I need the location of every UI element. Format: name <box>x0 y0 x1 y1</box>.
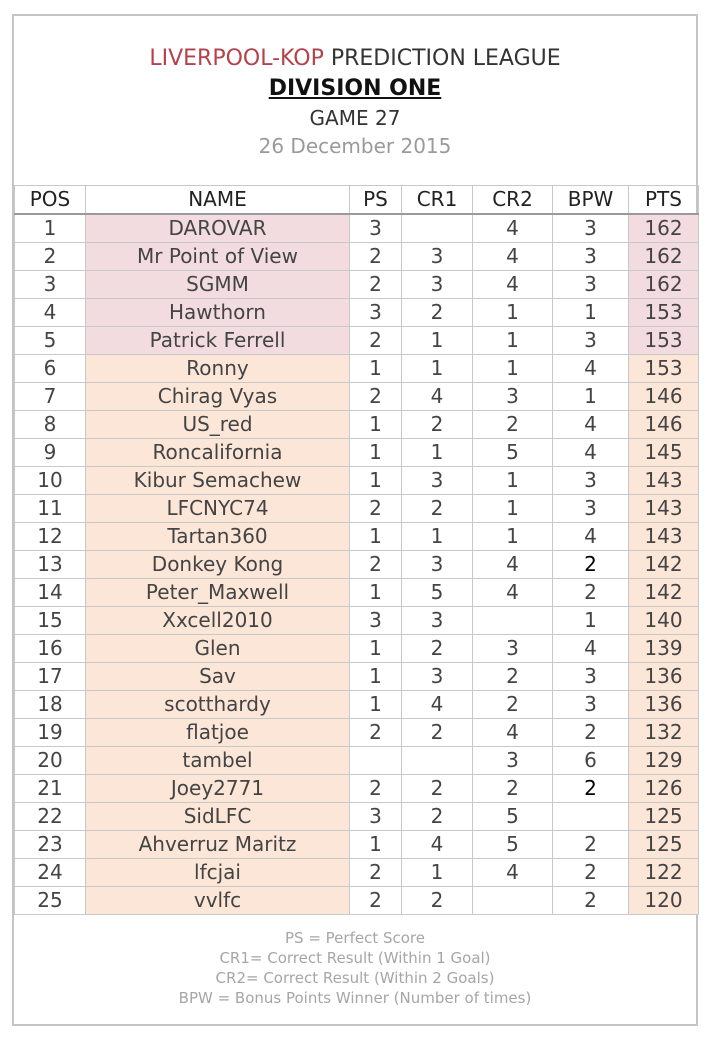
cell-name: Kibur Semachew <box>86 467 350 495</box>
cell-cr1: 5 <box>402 579 473 607</box>
cell-pos: 22 <box>15 803 86 831</box>
cell-pos: 24 <box>15 859 86 887</box>
cell-ps: 1 <box>350 355 402 383</box>
cell-name: Mr Point of View <box>86 243 350 271</box>
game-date: 26 December 2015 <box>258 134 452 158</box>
table-row <box>15 355 699 383</box>
cell-cr2: 4 <box>473 579 553 607</box>
column-header-cr2: CR2 <box>473 186 553 215</box>
league-header <box>14 44 696 160</box>
cell-bpw: 3 <box>553 243 629 271</box>
cell-ps: 1 <box>350 579 402 607</box>
cell-cr1: 1 <box>402 355 473 383</box>
table-row <box>15 775 699 803</box>
cell-bpw: 3 <box>553 691 629 719</box>
cell-name: Ronny <box>86 355 350 383</box>
cell-pts: 142 <box>629 551 699 579</box>
cell-bpw: 3 <box>553 214 629 243</box>
cell-name: Ahverruz Maritz <box>86 831 350 859</box>
table-row <box>15 635 699 663</box>
cell-cr2 <box>473 607 553 635</box>
cell-ps: 1 <box>350 691 402 719</box>
cell-cr1: 2 <box>402 411 473 439</box>
cell-bpw: 1 <box>553 299 629 327</box>
standings-header-row <box>15 186 699 215</box>
cell-cr2: 4 <box>473 271 553 299</box>
cell-cr1: 2 <box>402 299 473 327</box>
table-row <box>15 439 699 467</box>
cell-cr2: 1 <box>473 467 553 495</box>
cell-pos: 15 <box>15 607 86 635</box>
cell-pts: 153 <box>629 327 699 355</box>
cell-bpw: 4 <box>553 355 629 383</box>
standings-table <box>14 185 699 915</box>
cell-name: scotthardy <box>86 691 350 719</box>
cell-cr1: 2 <box>402 887 473 915</box>
cell-pos: 1 <box>15 214 86 243</box>
cell-bpw <box>553 803 629 831</box>
cell-pos: 23 <box>15 831 86 859</box>
cell-cr1: 4 <box>402 831 473 859</box>
table-row <box>15 579 699 607</box>
cell-cr2: 5 <box>473 831 553 859</box>
cell-bpw: 2 <box>553 859 629 887</box>
cell-cr2: 4 <box>473 551 553 579</box>
cell-ps: 3 <box>350 299 402 327</box>
cell-cr1: 3 <box>402 243 473 271</box>
cell-pts: 153 <box>629 299 699 327</box>
table-row <box>15 271 699 299</box>
cell-cr1: 3 <box>402 551 473 579</box>
cell-pos: 19 <box>15 719 86 747</box>
cell-pts: 146 <box>629 411 699 439</box>
cell-cr2: 3 <box>473 383 553 411</box>
cell-bpw: 2 <box>553 719 629 747</box>
cell-pos: 17 <box>15 663 86 691</box>
cell-name: DAROVAR <box>86 214 350 243</box>
cell-pts: 143 <box>629 495 699 523</box>
cell-cr2: 3 <box>473 635 553 663</box>
cell-pts: 120 <box>629 887 699 915</box>
cell-pos: 10 <box>15 467 86 495</box>
cell-cr1: 2 <box>402 775 473 803</box>
cell-pts: 136 <box>629 691 699 719</box>
cell-pos: 25 <box>15 887 86 915</box>
cell-cr2: 1 <box>473 355 553 383</box>
cell-pos: 9 <box>15 439 86 467</box>
cell-name: lfcjai <box>86 859 350 887</box>
cell-pts: 142 <box>629 579 699 607</box>
cell-pos: 20 <box>15 747 86 775</box>
cell-ps: 3 <box>350 803 402 831</box>
cell-ps: 1 <box>350 831 402 859</box>
cell-pts: 129 <box>629 747 699 775</box>
cell-name: Joey2771 <box>86 775 350 803</box>
table-row <box>15 299 699 327</box>
legend-cr1: CR1= Correct Result (Within 1 Goal) <box>219 949 491 967</box>
cell-name: Peter_Maxwell <box>86 579 350 607</box>
cell-bpw: 1 <box>553 383 629 411</box>
legend-bpw: BPW = Bonus Points Winner (Number of times) <box>178 989 532 1007</box>
cell-cr1: 1 <box>402 859 473 887</box>
cell-cr1 <box>402 747 473 775</box>
cell-bpw: 3 <box>553 467 629 495</box>
legend-cr2: CR2= Correct Result (Within 2 Goals) <box>215 969 495 987</box>
legend <box>14 928 696 1008</box>
cell-name: Patrick Ferrell <box>86 327 350 355</box>
cell-cr2: 4 <box>473 859 553 887</box>
cell-name: Hawthorn <box>86 299 350 327</box>
cell-bpw: 4 <box>553 411 629 439</box>
table-row <box>15 719 699 747</box>
cell-name: tambel <box>86 747 350 775</box>
cell-cr2: 2 <box>473 663 553 691</box>
cell-bpw: 2 <box>553 887 629 915</box>
table-row <box>15 551 699 579</box>
cell-cr1: 4 <box>402 691 473 719</box>
cell-ps: 1 <box>350 663 402 691</box>
column-header-pos: POS <box>15 186 86 215</box>
cell-bpw: 2 <box>553 579 629 607</box>
cell-ps: 2 <box>350 719 402 747</box>
cell-cr1: 4 <box>402 383 473 411</box>
cell-cr2: 1 <box>473 327 553 355</box>
cell-cr2: 3 <box>473 747 553 775</box>
table-row <box>15 383 699 411</box>
table-row <box>15 663 699 691</box>
cell-ps: 1 <box>350 411 402 439</box>
cell-pos: 12 <box>15 523 86 551</box>
cell-name: LFCNYC74 <box>86 495 350 523</box>
table-row <box>15 747 699 775</box>
cell-bpw: 2 <box>553 831 629 859</box>
cell-name: Donkey Kong <box>86 551 350 579</box>
cell-cr1: 2 <box>402 803 473 831</box>
cell-pos: 3 <box>15 271 86 299</box>
cell-bpw: 1 <box>553 607 629 635</box>
cell-cr1: 2 <box>402 635 473 663</box>
cell-pts: 132 <box>629 719 699 747</box>
cell-pos: 16 <box>15 635 86 663</box>
cell-cr1: 2 <box>402 495 473 523</box>
cell-bpw: 6 <box>553 747 629 775</box>
cell-name: SidLFC <box>86 803 350 831</box>
cell-pos: 13 <box>15 551 86 579</box>
cell-name: vvlfc <box>86 887 350 915</box>
cell-pos: 2 <box>15 243 86 271</box>
table-row <box>15 495 699 523</box>
legend-ps: PS = Perfect Score <box>285 929 425 947</box>
cell-ps: 2 <box>350 495 402 523</box>
cell-pos: 7 <box>15 383 86 411</box>
cell-ps: 1 <box>350 635 402 663</box>
cell-cr2: 5 <box>473 803 553 831</box>
table-row <box>15 214 699 243</box>
cell-cr2: 1 <box>473 299 553 327</box>
cell-bpw: 4 <box>553 439 629 467</box>
table-row <box>15 691 699 719</box>
column-header-pts: PTS <box>629 186 699 215</box>
cell-pos: 11 <box>15 495 86 523</box>
cell-name: Xxcell2010 <box>86 607 350 635</box>
cell-name: Tartan360 <box>86 523 350 551</box>
table-row <box>15 607 699 635</box>
cell-pos: 14 <box>15 579 86 607</box>
cell-bpw: 3 <box>553 327 629 355</box>
table-row <box>15 411 699 439</box>
cell-ps: 1 <box>350 467 402 495</box>
table-row <box>15 243 699 271</box>
cell-pts: 139 <box>629 635 699 663</box>
cell-ps <box>350 747 402 775</box>
cell-bpw: 3 <box>553 495 629 523</box>
cell-cr1: 3 <box>402 271 473 299</box>
cell-ps: 2 <box>350 271 402 299</box>
cell-pts: 145 <box>629 439 699 467</box>
cell-bpw: 4 <box>553 523 629 551</box>
cell-name: US_red <box>86 411 350 439</box>
cell-name: Glen <box>86 635 350 663</box>
cell-pts: 140 <box>629 607 699 635</box>
cell-pts: 143 <box>629 523 699 551</box>
cell-pts: 136 <box>629 663 699 691</box>
cell-pts: 122 <box>629 859 699 887</box>
cell-pts: 162 <box>629 271 699 299</box>
cell-cr2: 4 <box>473 719 553 747</box>
cell-cr1 <box>402 214 473 243</box>
cell-cr2: 5 <box>473 439 553 467</box>
cell-cr1: 3 <box>402 663 473 691</box>
cell-cr1: 2 <box>402 719 473 747</box>
cell-pts: 125 <box>629 831 699 859</box>
cell-name: Roncalifornia <box>86 439 350 467</box>
cell-pos: 4 <box>15 299 86 327</box>
game-number: GAME 27 <box>309 106 401 130</box>
cell-pts: 126 <box>629 775 699 803</box>
table-row <box>15 859 699 887</box>
cell-pts: 125 <box>629 803 699 831</box>
cell-pos: 8 <box>15 411 86 439</box>
cell-pts: 153 <box>629 355 699 383</box>
cell-cr2: 1 <box>473 495 553 523</box>
cell-pts: 162 <box>629 214 699 243</box>
cell-pts: 143 <box>629 467 699 495</box>
cell-ps: 2 <box>350 859 402 887</box>
table-row <box>15 327 699 355</box>
league-title-rest: PREDICTION LEAGUE <box>323 46 561 71</box>
cell-ps: 2 <box>350 327 402 355</box>
cell-cr1: 1 <box>402 523 473 551</box>
cell-cr1: 3 <box>402 467 473 495</box>
cell-cr2: 2 <box>473 775 553 803</box>
cell-cr2: 2 <box>473 411 553 439</box>
cell-ps: 2 <box>350 383 402 411</box>
cell-ps: 1 <box>350 439 402 467</box>
cell-bpw: 3 <box>553 663 629 691</box>
cell-name: Sav <box>86 663 350 691</box>
cell-cr2: 4 <box>473 214 553 243</box>
cell-bpw: 2 <box>553 551 629 579</box>
cell-name: Chirag Vyas <box>86 383 350 411</box>
cell-ps: 2 <box>350 887 402 915</box>
cell-ps: 3 <box>350 607 402 635</box>
column-header-cr1: CR1 <box>402 186 473 215</box>
cell-ps: 3 <box>350 214 402 243</box>
league-sheet <box>12 14 698 1026</box>
league-title <box>14 44 696 74</box>
cell-bpw: 3 <box>553 271 629 299</box>
cell-ps: 2 <box>350 551 402 579</box>
column-header-name: NAME <box>86 186 350 215</box>
cell-cr1: 3 <box>402 607 473 635</box>
cell-cr2: 1 <box>473 523 553 551</box>
standings-body <box>15 214 699 915</box>
cell-pos: 6 <box>15 355 86 383</box>
cell-bpw: 2 <box>553 775 629 803</box>
cell-cr2 <box>473 887 553 915</box>
table-row <box>15 523 699 551</box>
cell-pos: 18 <box>15 691 86 719</box>
cell-pts: 146 <box>629 383 699 411</box>
cell-ps: 2 <box>350 243 402 271</box>
table-row <box>15 887 699 915</box>
cell-cr1: 1 <box>402 439 473 467</box>
column-header-ps: PS <box>350 186 402 215</box>
cell-ps: 2 <box>350 775 402 803</box>
cell-pos: 21 <box>15 775 86 803</box>
cell-pts: 162 <box>629 243 699 271</box>
table-row <box>15 467 699 495</box>
table-row <box>15 831 699 859</box>
column-header-bpw: BPW <box>553 186 629 215</box>
league-title-brand: LIVERPOOL-KOP <box>149 46 324 71</box>
cell-name: SGMM <box>86 271 350 299</box>
cell-name: flatjoe <box>86 719 350 747</box>
cell-cr1: 1 <box>402 327 473 355</box>
cell-pos: 5 <box>15 327 86 355</box>
cell-bpw: 4 <box>553 635 629 663</box>
division-title: DIVISION ONE <box>268 76 442 101</box>
table-row <box>15 803 699 831</box>
cell-ps: 1 <box>350 523 402 551</box>
cell-cr2: 4 <box>473 243 553 271</box>
cell-cr2: 2 <box>473 691 553 719</box>
